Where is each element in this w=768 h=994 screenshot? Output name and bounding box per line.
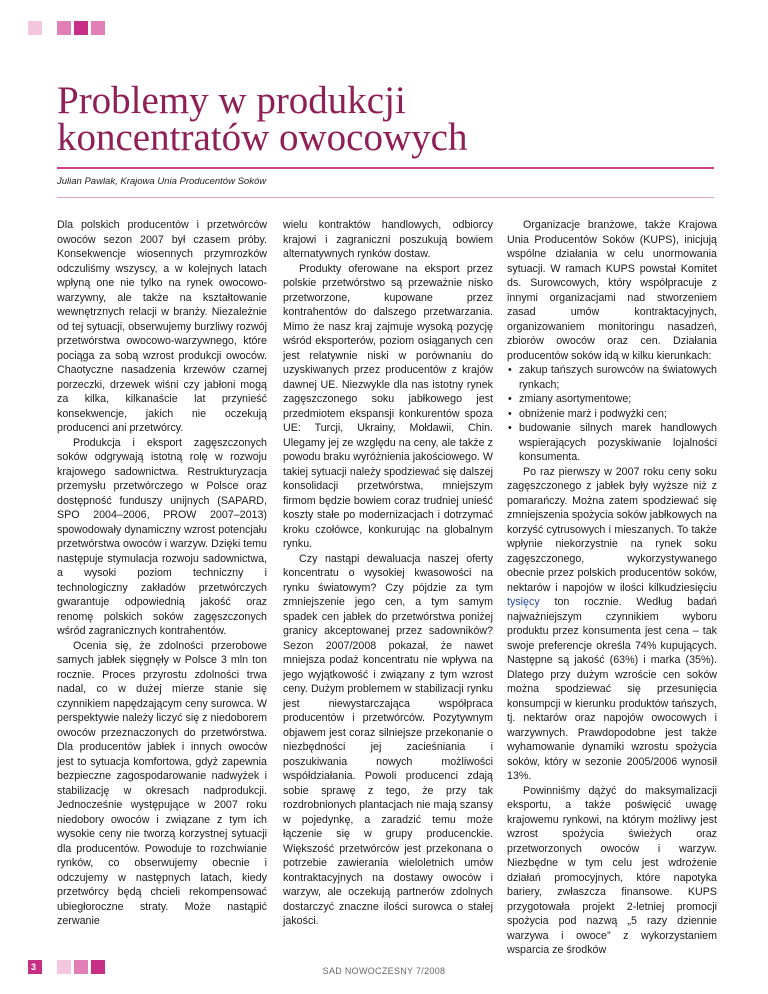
text-run: ton rocznie. Według badań najważniejszym czynnikiem wyboru produktu przez konsumenta jest cena – tak swoje preferencje określa 74% kupujących. Następne są jakość (63%) i marka (35%). Dlatego przy dużym wzroście cen soków można spodziewać się przesunięcia konsumpcji w kierunku produktów tańszych, tj. nektarów oraz napojów owocowych i warzywnych. Prawdopodobne jest także wyhamowanie dynamiki wzrostu spożycia soków, który w sezonie 2005/2006 wynosił 13%. bbox=[507, 596, 717, 782]
paragraph: Czy nastąpi dewaluacja naszej oferty koncentratu o wysokiej kwasowości na rynku światowym? Czy pójdzie za tym zmniejszenie jego cen, a tym samym spadek cen jabłek do przetwórstwa poniżej granicy akceptowanej przez sadowników? Sezon 2007/2008 pokazał, że nawet mniejsza podaż koncentratu nie wpływa na jego wyjątkowość i związany z tym wzrost ceny. Dużym problemem w stabilizacji rynku jest niewystarczająca współpraca producentów i przetwórców. Pozytywnym objawem jest coraz silniejsze przekonanie o niezbędności jej zacieśniania i poszukiwania nowych możliwości współdziałania. Powoli producenci zdają sobie sprawę z tego, że przy tak rozdrobnionych plantacjach nie mają szansy w pojedynkę, a zaradzić temu może łączenie się w grupy producenckie. Większość przetwórców jest przekonana o potrzebie zawierania wieloletnich umów kontraktacyjnych na dostawy owoców i warzyw, ale oczekują partnerów zdolnych dostarczyć znaczne ilości surowca o stałej jakości. bbox=[283, 552, 493, 927]
highlighted-word[interactable]: tysięcy bbox=[507, 596, 540, 608]
paragraph: wielu kontraktów handlowych, odbiorcy krajowi i zagraniczni poszukują bowiem alternatywnych rynków dostaw. bbox=[283, 219, 493, 260]
page-number: 3 bbox=[31, 962, 37, 972]
author-byline: Julian Pawlak, Krajowa Unia Producentów Soków bbox=[57, 176, 267, 187]
paragraph: Produkty oferowane na eksport przez polskie przetwórstwo są przeważnie nisko przetworzone, kupowane przez kontrahentów do dalszego przetwarzania. Mimo że nasz kraj zajmuje wysoką pozycję wśród eksporterów, poziom osiąganych cen jest relatywnie niski w porównaniu do uzyskiwanych przez producentów z krajów dawnej UE. Niezwykle dla nas istotny rynek zagęszczonego soku jabłkowego jest przedmiotem ekspansji konkurentów spoza UE: Turcji, Ukrainy, Mołdawii, Chin. Ulegamy jej ze względu na ceny, ale także z powodu braku wyróżnienia jakościowego. W takiej sytuacji należy spodziewać się dalszej konsolidacji przetwórstwa, mniejszym firmom będzie bowiem coraz trudniej unieść koszty stałe po modernizacjach i dotrzymać kroku czołówce, konkurując na globalnym rynku. bbox=[283, 262, 493, 550]
bullet-item: • budowanie silnych marek handlowych wspierających pozyskiwanie lojalności konsumenta. bbox=[507, 421, 717, 465]
text-run: Po raz pierwszy w 2007 roku ceny soku zagęszczonego z jabłek były wyższe niż z pomarańczy. Można zatem spodziewać się zmniejszenia spożycia soków jabłkowych na korzyść cytrusowych i mieszanych. To także wpłynie niekorzystnie na rynek soku zagęszczonego, wykorzystywanego obecnie przez polskich producentów soków, nektarów i napojów w ilości kilkudziesięciu bbox=[507, 465, 717, 594]
paragraph: Ocenia się, że zdolności przerobowe samych jabłek sięgnęły w Polsce 3 mln ton rocznie. Proces przyrostu zdolności trwa nadal, co w dużej mierze stanie się czynnikiem napędzającym ceny surowca. W perspektywie należy liczyć się z niedoborem owoców przeznaczonych do przetwórstwa. Dla producentów jabłek i innych owoców jest to sytuacja komfortowa, gdyż zapewnia bezpieczne zagospodarowanie nadwyżek i stabilizację w okresach nadprodukcji. Jednocześnie występujące w 2007 roku niedobory owoców i związane z tym ich wysokie ceny nie tworzą korzystnej sytuacji dla producentów. Powoduje to rozchwianie rynków, co obserwujemy obecnie i odczujemy w następnych latach, kiedy przetwórcy będą chcieli rekompensować ubiegłoroczne straty. Może nastąpić zerwanie bbox=[57, 639, 267, 927]
paragraph: Organizacje branżowe, także Krajowa Unia Producentów Soków (KUPS), inicjują wspólne działania w celu unormowania sytuacji. W ramach KUPS powstał Komitet ds. Surowcowych, który współpracuje z innymi organizacjami nad stworzeniem zasad umów kontraktacyjnych, organizowaniem monitoringu nasadzeń, zbiorów owoców oraz cen. Działania producentów soków idą w kilku kierunkach: bbox=[507, 219, 717, 362]
article-column-3 bbox=[507, 218, 717, 958]
paragraph: Dla polskich producentów i przetwórców owoców sezon 2007 był czasem próby. Konsekwencje wiosennych przymrozków odczuliśmy wszyscy, a w kolejnych latach wpłyną one nie tylko na rynek owocowo-warzywny, ale także na kształtowanie wewnętrznych relacji w branży. Niezależnie od tej sytuacji, obserwujemy burzliwy rozwój przetwórstwa owocowo-warzywnego, które pociąga za sobą wzrost produkcji owoców. Chaotyczne nasadzenia krzewów czarnej porzeczki, drzewek wiśni czy jabłoni mogą za kilka, kilkanaście lat przynieść konsekwencje, jakich nie oczekują producenci ani przetwórcy. bbox=[57, 219, 267, 434]
decor-square bbox=[28, 21, 42, 35]
paragraph bbox=[507, 465, 717, 784]
article-column-1 bbox=[57, 218, 267, 929]
page-title bbox=[57, 79, 468, 159]
journal-footer: SAD NOWOCZESNY 7/2008 bbox=[322, 966, 446, 976]
title-line-2: koncentratów owocowych bbox=[57, 116, 468, 159]
paragraph: Powinniśmy dążyć do maksymalizacji eksportu, a także poświęcić uwagę krajowemu rynkowi, na którym możliwy jest wzrost spożycia świeżych oraz przetworzonych owoców i warzyw. Niezbędne w tym celu jest wdrożenie działań promocyjnych, które napotyka bariery, zwłaszcza finansowe. KUPS przygotowała projekt 2-letniej promocji spożycia pod nazwą „5 razy dziennie warzywa i owoce” z wykorzystaniem wsparcia ze środków bbox=[507, 784, 717, 956]
paragraph: Produkcja i eksport zagęszczonych soków odgrywają istotną rolę w rozwoju krajowego sadownictwa. Restrukturyzacja przemysłu przetwórczego w Polsce oraz dostępność funduszy unijnych (SAPARD, SPO 2004–2006, PROW 2007–2013) spowodowały dynamiczny wzrost potencjału przetwórstwa owoców i warzyw. Dzięki temu następuje stymulacja rozwoju sadownictwa, a wysoki poziom techniczny i technologiczny zakładów przetwórczych gwarantuje odpowiednią jakość oraz renomę polskich soków zagęszczonych wśród zagranicznych kontrahentów. bbox=[57, 436, 267, 637]
bullet-item: • obniżenie marż i podwyżki cen; bbox=[507, 407, 717, 422]
title-line-1: Problemy w produkcji bbox=[57, 79, 406, 122]
bullet-list bbox=[507, 363, 717, 465]
article-column-2 bbox=[283, 218, 493, 929]
title-divider bbox=[57, 167, 714, 169]
byline-divider bbox=[57, 197, 714, 198]
bullet-item: • zakup tańszych surowców na światowych rynkach; bbox=[507, 363, 717, 392]
decor-square bbox=[91, 21, 105, 35]
decor-square bbox=[57, 21, 71, 35]
bullet-item: • zmiany asortymentowe; bbox=[507, 392, 717, 407]
decor-square bbox=[74, 21, 88, 35]
